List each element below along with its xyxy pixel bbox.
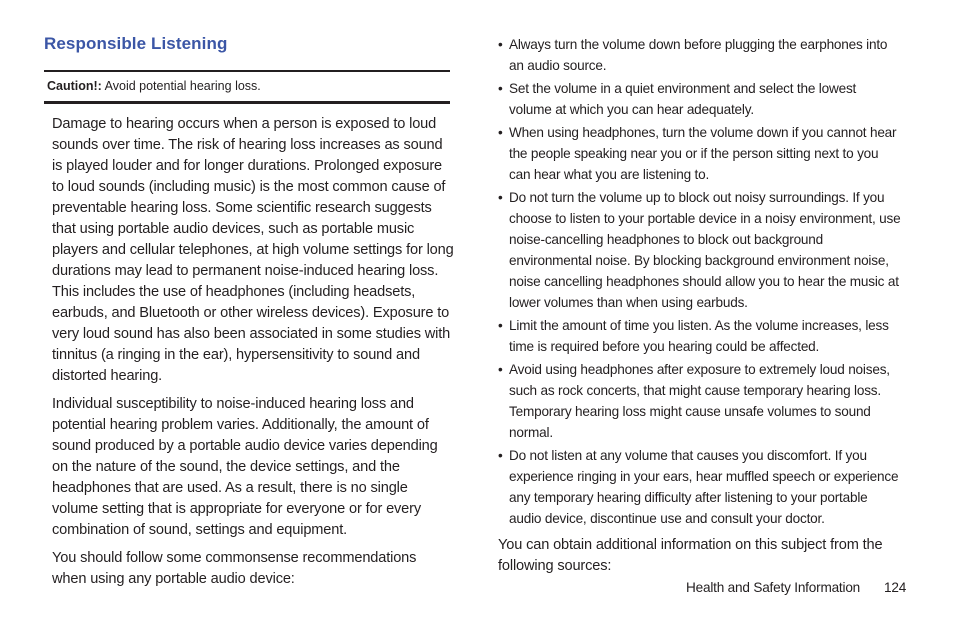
recommendations-list [498, 34, 902, 529]
list-item [498, 359, 902, 443]
body-paragraph: You should follow some commonsense recommendations when using any portable audio device: [52, 550, 417, 587]
list-item-text: Set the volume in a quiet environment and select the lowest volume at which you can hear adequately. [509, 81, 857, 117]
list-item [498, 315, 902, 357]
caution-bottom-rule [44, 101, 450, 104]
right-column [498, 34, 902, 577]
list-item [498, 187, 902, 313]
list-item [498, 78, 902, 120]
list-item-text: When using headphones, turn the volume down if you cannot hear the people speaking near you or if the person sitting next to you can hear what you are listening to. [509, 125, 897, 182]
bullet-icon: • [498, 37, 503, 52]
list-item-text: Limit the amount of time you listen. As the volume increases, less time is required before you hearing could be affected. [509, 318, 889, 354]
body-paragraph: Damage to hearing occurs when a person is exposed to loud sounds over time. The risk of hearing loss increases as sound is played louder and for longer durations. Prolonged exposure to loud sounds (including music) is the most common cause of preventable hearing loss. Some scientific research suggests that using portable audio devices, such as portable music players and cellular telephones, at high volume settings for long durations may lead to permanent noise-induced hearing loss. This includes the use of headphones (including headsets, earbuds, and Bluetooth or other wireless devices). Exposure to very loud sound has also been associated in some studies with tinnitus (a ringing in the ear), hypersensitivity to sound and distorted hearing. [52, 116, 454, 384]
bullet-icon: • [498, 362, 503, 377]
list-item-text: Always turn the volume down before plugging the earphones into an audio source. [509, 37, 888, 73]
caution-text: Avoid potential hearing loss. [101, 79, 261, 93]
page-footer [686, 578, 906, 598]
caution-top-rule [44, 70, 450, 72]
bullet-icon: • [498, 448, 503, 463]
closing-paragraph: You can obtain additional information on this subject from the following sources: [498, 537, 883, 574]
caution-label: Caution!: [47, 79, 102, 93]
bullet-icon: • [498, 125, 503, 140]
list-item [498, 445, 902, 529]
page-number: 124 [884, 580, 907, 595]
list-item-text: Avoid using headphones after exposure to extremely loud noises, such as rock concerts, that might cause temporary hearing loss. Temporary hearing loss might cause unsafe volumes to sound normal. [509, 362, 890, 440]
bullet-icon: • [498, 81, 503, 96]
list-item [498, 34, 902, 76]
bullet-icon: • [498, 190, 503, 205]
caution-note [47, 78, 447, 94]
list-item-text: Do not turn the volume up to block out noisy surroundings. If you choose to listen to your portable device in a noisy environment, use noise-cancelling headphones to block out background environmental noise. By blocking background environment noise, noise cancelling headphones should allow you to hear the music at lower volumes than when using earbuds. [509, 190, 901, 310]
footer-section-title: Health and Safety Information [686, 580, 861, 595]
body-paragraph: Individual susceptibility to noise-induced hearing loss and potential hearing problem varies. Additionally, the amount of sound produced by a portable audio device varies depending on the nature of the sound, the device settings, and the headphones that are used. As a result, there is no single volume setting that is appropriate for everyone or for every combination of sound, settings and equipment. [52, 396, 438, 538]
left-column [52, 114, 454, 597]
section-heading: Responsible Listening [44, 34, 228, 53]
bullet-icon: • [498, 318, 503, 333]
list-item-text: Do not listen at any volume that causes you discomfort. If you experience ringing in your ears, hear muffled speech or experience any temporary hearing difficulty after listening to your portable audio device, discontinue use and consult your doctor. [509, 448, 899, 526]
list-item [498, 122, 902, 185]
